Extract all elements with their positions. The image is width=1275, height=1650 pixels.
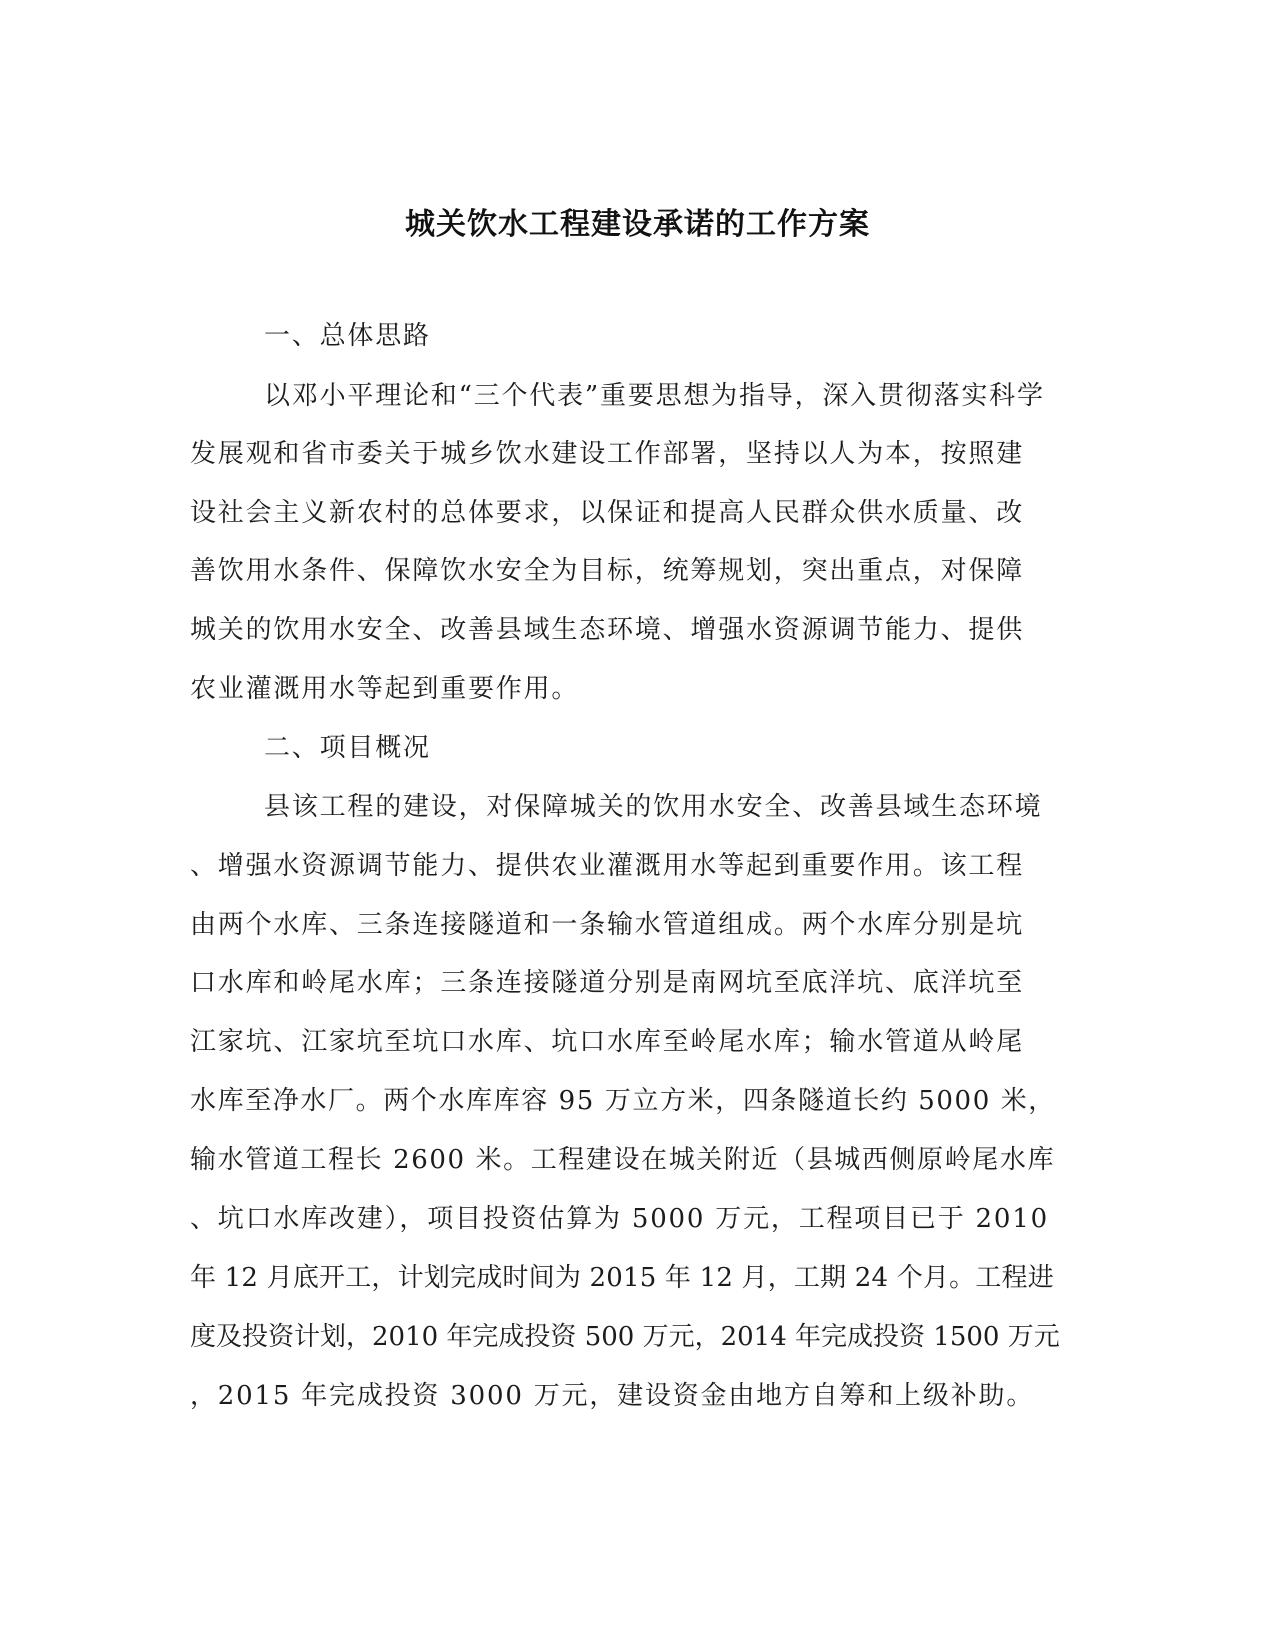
- paragraph-line: 农业灌溉用水等起到重要作用。: [190, 674, 580, 704]
- paragraph-line: 发展观和省市委关于城乡饮水建设工作部署，坚持以人为本，按照建: [190, 439, 1025, 469]
- paragraph-line: ，2015 年完成投资 3000 万元，建设资金由地方自筹和上级补助。: [190, 1381, 1035, 1411]
- paragraph-line: 设社会主义新农村的总体要求，以保证和提高人民群众供水质量、改: [190, 498, 1025, 528]
- paragraph-line: 江家坑、江家坑至坑口水库、坑口水库至岭尾水库；输水管道从岭尾: [190, 1027, 1025, 1057]
- paragraph-line: 年 12 月底开工，计划完成时间为 2015 年 12 月，工期 24 个月。工程进: [190, 1263, 1054, 1293]
- section-heading-overall-approach: 一、总体思路: [264, 321, 431, 351]
- paragraph-line: 口水库和岭尾水库；三条连接隧道分别是南网坑至底洋坑、底洋坑至: [190, 968, 1025, 998]
- paragraph-line: 、坑口水库改建），项目投资估算为 5000 万元，工程项目已于 2010: [190, 1204, 1049, 1234]
- paragraph-line: 县该工程的建设，对保障城关的饮用水安全、改善县域生态环境: [264, 792, 1043, 822]
- paragraph-line: 城关的饮用水安全、改善县域生态环境、增强水资源调节能力、提供: [190, 615, 1025, 645]
- paragraph-line: 以邓小平理论和“三个代表”重要思想为指导，深入贯彻落实科学: [264, 381, 1045, 411]
- paragraph-line: 度及投资计划，2010 年完成投资 500 万元，2014 年完成投资 1500 万元: [190, 1322, 1060, 1352]
- section-heading-project-overview: 二、项目概况: [264, 733, 431, 763]
- paragraph-line: 善饮用水条件、保障饮水安全为目标，统筹规划，突出重点，对保障: [190, 556, 1025, 586]
- paragraph-line: 水库至净水厂。两个水库库容 95 万立方米，四条隧道长约 5000 米，: [190, 1086, 1056, 1116]
- paragraph-line: 由两个水库、三条连接隧道和一条输水管道组成。两个水库分别是坑: [190, 910, 1025, 940]
- paragraph-line: 、增强水资源调节能力、提供农业灌溉用水等起到重要作用。该工程: [190, 851, 1025, 881]
- paragraph-line: 输水管道工程长 2600 米。工程建设在城关附近（县城西侧原岭尾水库: [190, 1145, 1056, 1175]
- document-title: 城关饮水工程建设承诺的工作方案: [405, 207, 870, 242]
